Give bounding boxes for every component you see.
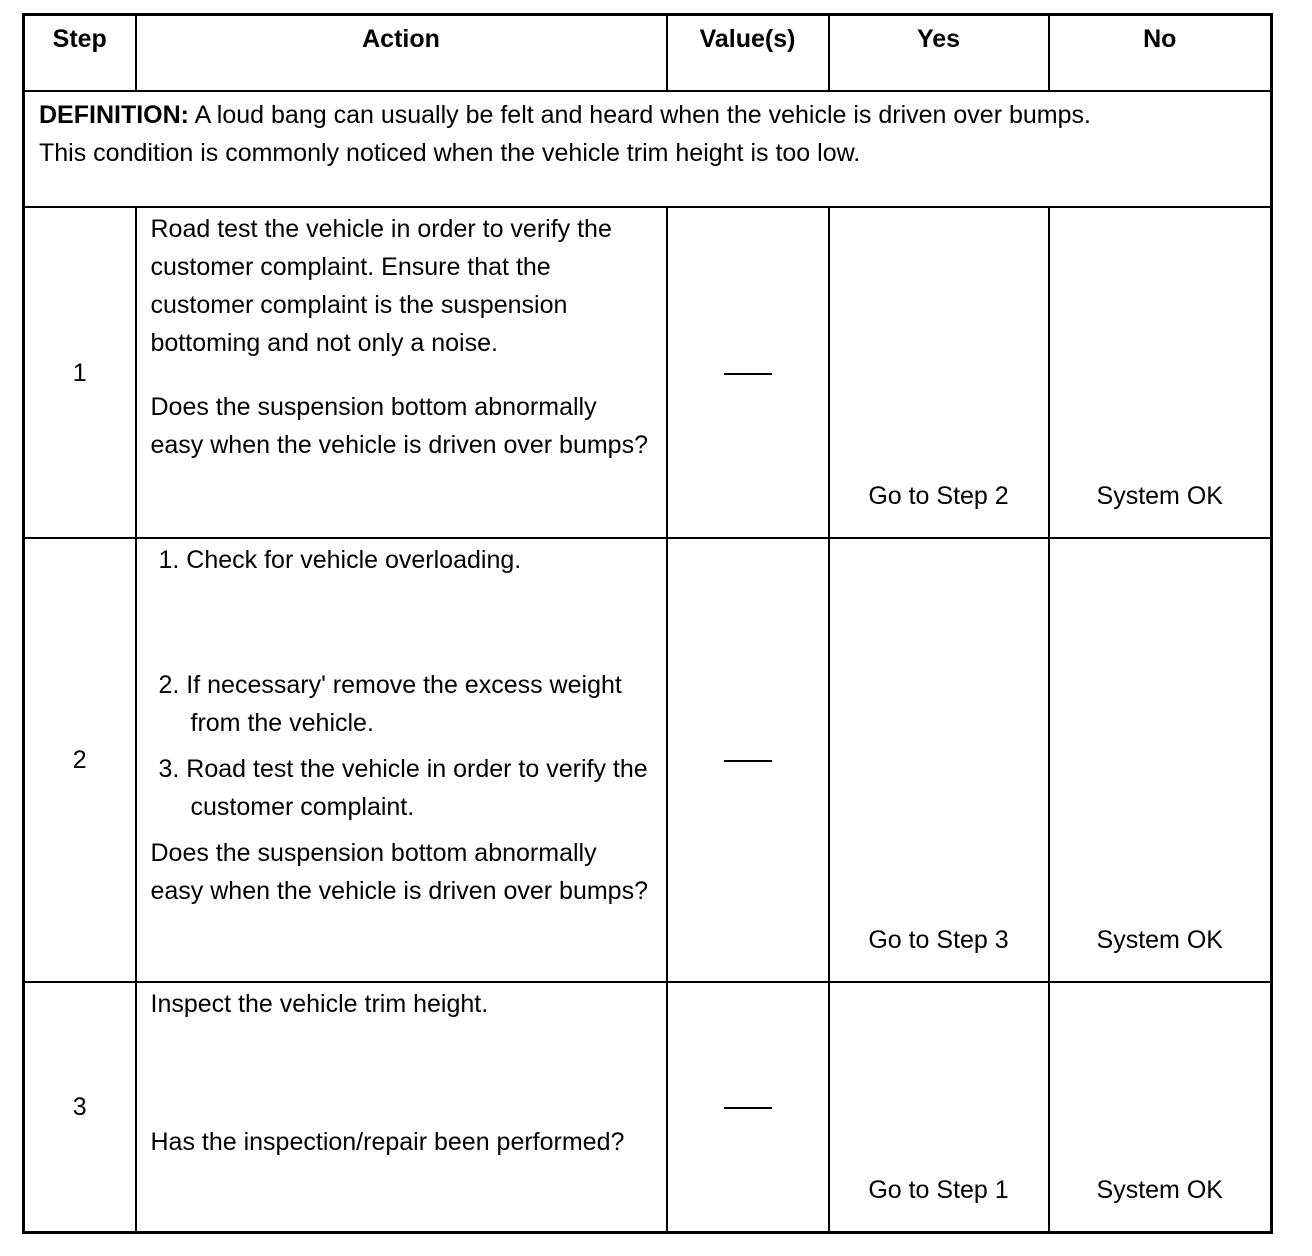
no-cell: System OK <box>1049 207 1272 538</box>
list-item: 2. If necessary' remove the excess weight from the vehicle. <box>158 671 622 737</box>
value-cell <box>667 207 829 538</box>
action-question: Does the suspension bottom abnormally easy when the vehicle is driven over bumps? <box>150 839 648 905</box>
action-question: Does the suspension bottom abnormally easy when the vehicle is driven over bumps? <box>150 393 648 459</box>
step-number: 2 <box>24 538 136 982</box>
value-dash <box>724 1107 772 1109</box>
header-step: Step <box>24 15 136 92</box>
action-cell <box>136 982 667 1232</box>
definition-cell <box>24 91 1272 207</box>
header-row <box>24 15 1272 92</box>
definition-line-1 <box>39 96 1256 134</box>
list-item: 1. Check for vehicle overloading. <box>158 546 522 574</box>
value-dash <box>724 760 772 762</box>
yes-cell: Go to Step 2 <box>829 207 1049 538</box>
header-no: No <box>1049 15 1272 92</box>
header-action: Action <box>136 15 667 92</box>
table-row <box>24 538 1272 982</box>
definition-row <box>24 91 1272 207</box>
value-cell <box>667 982 829 1232</box>
table-row <box>24 207 1272 538</box>
action-steps-list <box>151 541 654 826</box>
action-question: Has the inspection/repair been performed? <box>150 1128 625 1156</box>
definition-text-2: This condition is commonly noticed when the vehicle trim height is too low. <box>39 139 861 167</box>
action-text: Road test the vehicle in order to verify the customer complaint. Ensure that the customer complaint is the suspension bottoming and not only a noise. <box>150 215 612 357</box>
step-number: 3 <box>24 982 136 1232</box>
action-text: Inspect the vehicle trim height. <box>150 990 489 1018</box>
action-cell <box>136 538 667 982</box>
value-dash <box>724 373 772 375</box>
header-values: Value(s) <box>667 15 829 92</box>
no-cell: System OK <box>1049 538 1272 982</box>
list-item: 3. Road test the vehicle in order to verify the customer complaint. <box>158 755 648 821</box>
header-yes: Yes <box>829 15 1049 92</box>
value-cell <box>667 538 829 982</box>
table-row <box>24 982 1272 1232</box>
action-cell <box>136 207 667 538</box>
definition-text-1: A loud bang can usually be felt and heard when the vehicle is driven over bumps. <box>189 101 1091 129</box>
yes-cell: Go to Step 3 <box>829 538 1049 982</box>
definition-label: DEFINITION: <box>39 101 189 129</box>
diagnostic-table <box>22 13 1273 1234</box>
yes-cell: Go to Step 1 <box>829 982 1049 1232</box>
no-cell: System OK <box>1049 982 1272 1232</box>
step-number: 1 <box>24 207 136 538</box>
